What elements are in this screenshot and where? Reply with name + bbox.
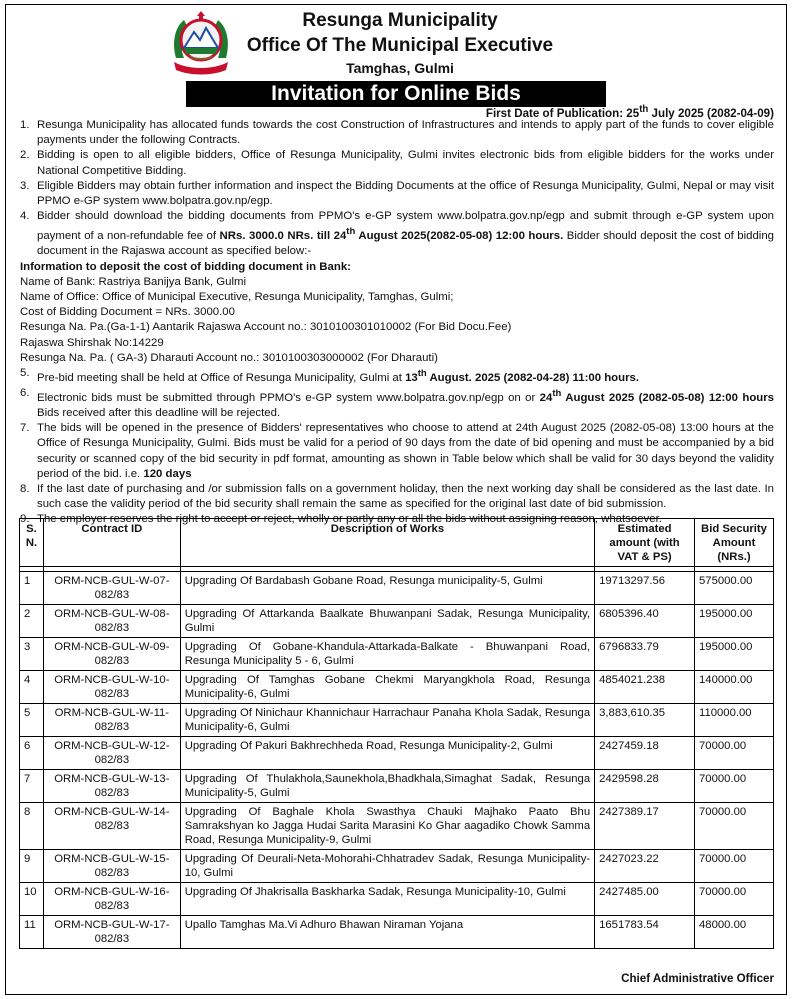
row-sn: 6 [20, 737, 44, 770]
row-description: Upgrading Of Attarkanda Baalkate Bhuwanpani Sadak, Resunga Municipality, Gulmi [180, 605, 594, 638]
table-row [20, 605, 774, 638]
table-row [20, 737, 774, 770]
row-contract-id: ORM-NCB-GUL-W-17-082/83 [43, 916, 180, 949]
row-contract-id: ORM-NCB-GUL-W-09-082/83 [43, 638, 180, 671]
row-description: Upgrading Of Jhakrisalla Baskharka Sadak, Resunga Municipality-10, Gulmi [180, 883, 594, 916]
row-description: Upgrading Of Tamghas Gobane Chekmi Maryangkhola Road, Resunga Municipality-6, Gulmi [180, 671, 594, 704]
header-description: Description of Works [180, 519, 594, 567]
row-estimated-amount: 6796833.79 [595, 638, 695, 671]
row-description: Upgrading Of Thulakhola,Saunekhola,Bhadkhala,Simaghat Sadak, Resunga Municipality-5, Gulmi [180, 770, 594, 803]
table-row [20, 916, 774, 949]
row-description: Upgrading Of Bardabash Gobane Road, Resunga municipality-5, Gulmi [180, 572, 594, 605]
row-contract-id: ORM-NCB-GUL-W-16-082/83 [43, 883, 180, 916]
row-description: Upgrading Of Baghale Khola Swasthya Chauki Majhako Paato Bhu Samrakshyan ko Jagga Hudai Sarita Marasini Ko Ghar aagadiko Chowk Samma Road, Resunga Municipality-9, Gulmi [180, 803, 594, 850]
clause-5: 5. Pre-bid meeting shall be held at Office of Resunga Municipality, Gulmi at 13th August. 2025 (2082-04-28) 11:00 hours. [20, 367, 639, 384]
row-bid-security: 70000.00 [695, 850, 774, 883]
table-row [20, 883, 774, 916]
table-row [20, 638, 774, 671]
clause-4: 4. Bidder should download the bidding documents from PPMO's e-GP system www.bolpatra.gov.np/egp and submit through e-GP system upon payment of a non-refundable fee of NRs. 3000.0 NRs. till 24th August 2025(2082-05-08) 12:00 hours. Bidder should deposit the cost of bidding document in the Rajaswa account as specified below:- [20, 210, 774, 258]
row-bid-security: 110000.00 [695, 704, 774, 737]
header-bid-security: Bid Security Amount (NRs.) [695, 519, 774, 567]
row-bid-security: 70000.00 [695, 737, 774, 770]
table-header-row [20, 519, 774, 567]
row-bid-security: 70000.00 [695, 770, 774, 803]
notice-body [20, 118, 774, 528]
row-description: Upgrading Of Ninichaur Khannichaur Harrachaur Panaha Khola Sadak, Resunga Municipality-6, Gulmi [180, 704, 594, 737]
row-sn: 5 [20, 704, 44, 737]
row-estimated-amount: 2429598.28 [595, 770, 695, 803]
bank-revenue-head: Rajaswa Shirshak No:14229 [20, 336, 164, 349]
header-sn: S. N. [20, 519, 44, 567]
bank-info-heading: Information to deposit the cost of bidding document in Bank: [20, 260, 351, 273]
row-contract-id: ORM-NCB-GUL-W-08-082/83 [43, 605, 180, 638]
table-row [20, 671, 774, 704]
bank-revenue-account: Resunga Na. Pa.(Ga-1-1) Aantarik Rajaswa Account no.: 3010100301010002 (For Bid Docu.Fee) [20, 321, 512, 334]
row-estimated-amount: 2427459.18 [595, 737, 695, 770]
clause-6: 6. Electronic bids must be submitted through PPMO's e-GP system www.bolpatra.gov.np/egp on or 24th August 2025 (2082-05-08) 12:00 hours Bids received after this deadline will be rejected. [20, 387, 774, 420]
clause-8: 8. If the last date of purchasing and /or submission falls on a government holiday, then the next working day shall be considered as the last date. In such case the validity period of the bid security shall remain the same as specified for the original last date of bid submission. [20, 483, 774, 511]
row-contract-id: ORM-NCB-GUL-W-07-082/83 [43, 572, 180, 605]
row-estimated-amount: 2427023.22 [595, 850, 695, 883]
row-sn: 11 [20, 916, 44, 949]
municipality-name: Resunga Municipality [302, 10, 498, 31]
row-description: Upallo Tamghas Ma.Vi Adhuro Bhawan Niraman Yojana [180, 916, 594, 949]
publication-date: First Date of Publication: 25th July 2025 (2082-04-09) [485, 104, 774, 120]
letterhead [0, 4, 792, 82]
clause-9: 9. The employer reserves the right to accept or reject, wholly or partly any or all the bids without assigning reason, whatsoever. [20, 513, 662, 526]
row-sn: 4 [20, 671, 44, 704]
row-sn: 10 [20, 883, 44, 916]
row-estimated-amount: 2427485.00 [595, 883, 695, 916]
row-contract-id: ORM-NCB-GUL-W-10-082/83 [43, 671, 180, 704]
row-contract-id: ORM-NCB-GUL-W-14-082/83 [43, 803, 180, 850]
row-bid-security: 575000.00 [695, 572, 774, 605]
clause-2: 2. Bidding is open to all eligible bidders, Office of Resunga Municipality, Gulmi invites electronic bids from eligible bidders for the works under National Competitive Bidding. [20, 149, 774, 177]
row-contract-id: ORM-NCB-GUL-W-13-082/83 [43, 770, 180, 803]
clause-3: 3. Eligible Bidders may obtain further information and inspect the Bidding Documents at the office of Resunga Municipality, Gulmi, Nepal or may visit PPMO e-GP system www.bolpatra.gov.np/egp. [20, 179, 774, 208]
row-estimated-amount: 3,883,610.35 [595, 704, 695, 737]
header-estimated-amount: Estimated amount (with VAT & PS) [595, 519, 695, 567]
row-sn: 1 [20, 572, 44, 605]
row-contract-id: ORM-NCB-GUL-W-12-082/83 [43, 737, 180, 770]
row-description: Upgrading Of Gobane-Khandula-Attarkada-Balkate - Bhuwanpani Road, Resunga Municipality 5 - 6, Gulmi [180, 638, 594, 671]
row-bid-security: 195000.00 [695, 638, 774, 671]
table-row [20, 704, 774, 737]
table-row [20, 572, 774, 605]
row-sn: 9 [20, 850, 44, 883]
row-bid-security: 195000.00 [695, 605, 774, 638]
signatory: Chief Administrative Officer [621, 972, 774, 985]
row-estimated-amount: 2427389.17 [595, 803, 695, 850]
row-contract-id: ORM-NCB-GUL-W-15-082/83 [43, 850, 180, 883]
row-estimated-amount: 1651783.54 [595, 916, 695, 949]
clause-1: 1. Resunga Municipality has allocated funds towards the cost Construction of Infrastructures and intends to apply part of the funds to cover eligible payments under the following Contracts. [20, 119, 774, 147]
table-row [20, 770, 774, 803]
row-contract-id: ORM-NCB-GUL-W-11-082/83 [43, 704, 180, 737]
office-location: Tamghas, Gulmi [346, 60, 454, 76]
bank-deposit-account: Resunga Na. Pa. ( GA-3) Dharauti Account no.: 3010100303000002 (For Dharauti) [20, 351, 438, 364]
bank-office: Name of Office: Office of Municipal Executive, Resunga Municipality, Tamghas, Gulmi; [20, 291, 454, 304]
row-sn: 8 [20, 803, 44, 850]
bank-name: Name of Bank: Rastriya Banijya Bank, Gulmi [20, 275, 247, 288]
bank-doc-cost: Cost of Bidding Document = NRs. 3000.00 [20, 306, 235, 319]
office-name: Office Of The Municipal Executive [246, 35, 554, 56]
clause-7: 7. The bids will be opened in the presence of Bidders' representatives who choose to attend at 24th August 2025 (2082-05-08) 13:00 hours at the Office of Resunga Municipality, Gulmi. Bids must be valid for a period of 90 days from the date of bid opening and must be accompanied by a bid security or scanned copy of the bid security in pdf format, amounting as shown in Table below which shall be valid for 30 days beyond the validity period of the bid. i.e. 120 days [20, 422, 774, 480]
table-row [20, 850, 774, 883]
bid-table [19, 518, 774, 949]
table-row [20, 803, 774, 850]
row-estimated-amount: 4854021.238 [595, 671, 695, 704]
row-description: Upgrading Of Pakuri Bakhrechheda Road, Resunga Municipality-2, Gulmi [180, 737, 594, 770]
header-contract-id: Contract ID [43, 519, 180, 567]
row-description: Upgrading Of Deurali-Neta-Mohorahi-Chhatradev Sadak, Resunga Municipality-10, Gulmi [180, 850, 594, 883]
row-sn: 7 [20, 770, 44, 803]
row-sn: 2 [20, 605, 44, 638]
row-bid-security: 70000.00 [695, 883, 774, 916]
nepal-emblem-icon [170, 10, 232, 76]
row-bid-security: 70000.00 [695, 803, 774, 850]
notice-title-banner: Invitation for Online Bids [186, 81, 606, 107]
row-bid-security: 48000.00 [695, 916, 774, 949]
row-estimated-amount: 19713297.56 [595, 572, 695, 605]
row-bid-security: 140000.00 [695, 671, 774, 704]
row-sn: 3 [20, 638, 44, 671]
row-estimated-amount: 6805396.40 [595, 605, 695, 638]
